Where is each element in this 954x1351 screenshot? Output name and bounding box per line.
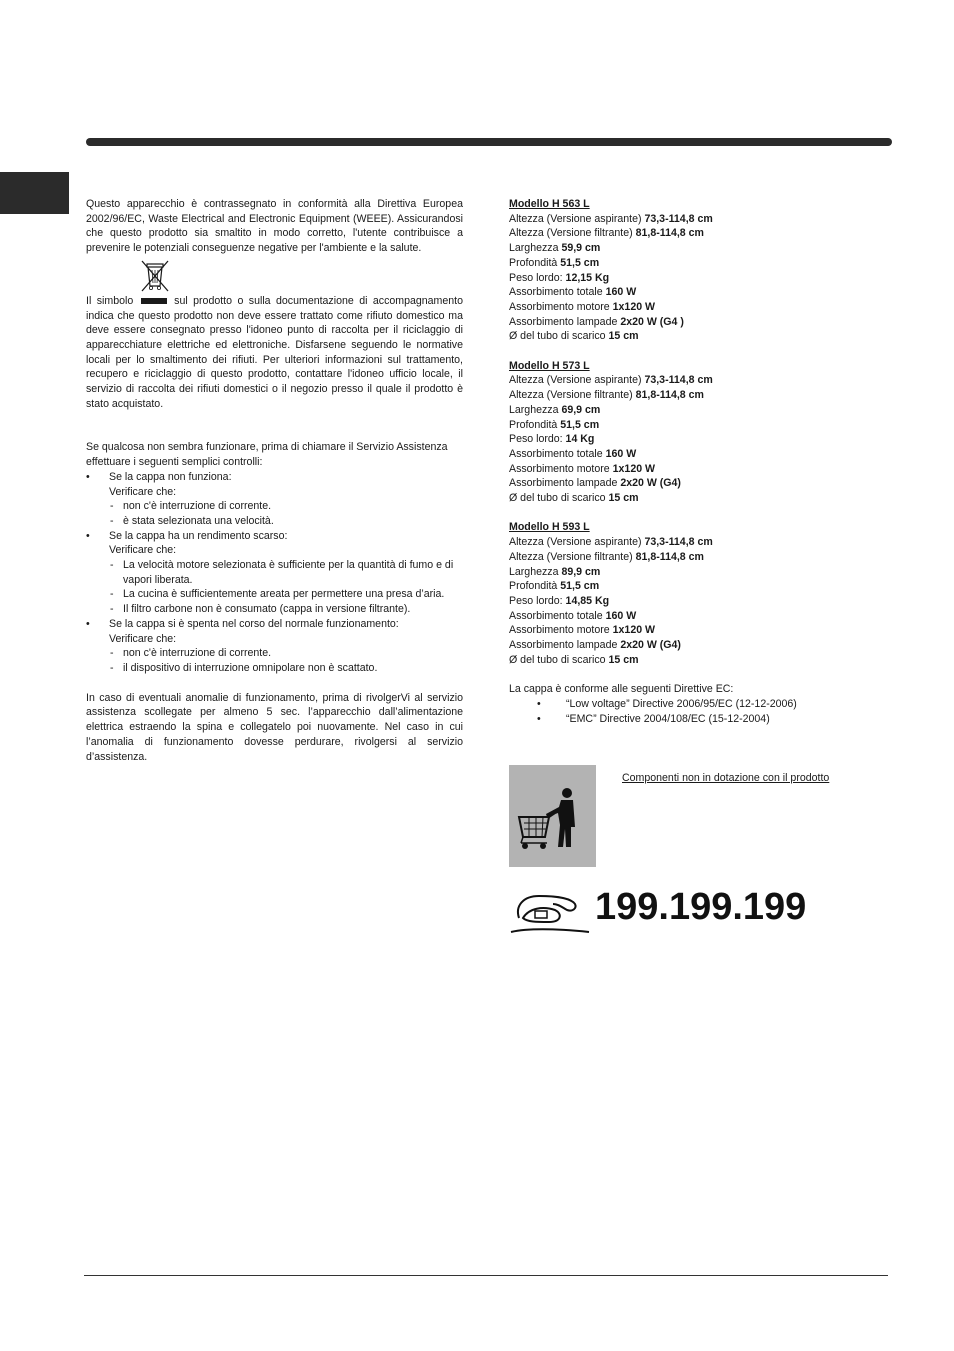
service-phone [509, 884, 839, 934]
model-h573l [509, 359, 839, 506]
spec-row: Assorbimento totale 160 W [509, 609, 637, 622]
troubleshoot-checks [86, 470, 463, 676]
spec-row: Assorbimento motore 1x120 W [509, 300, 656, 313]
check-item [86, 617, 463, 676]
solid-bar-symbol [141, 298, 167, 304]
spec-row: Assorbimento lampade 2x20 W (G4) [509, 477, 681, 490]
check-sublist [109, 646, 463, 675]
spec-row: Larghezza 69,9 cm [509, 403, 601, 416]
weee-intro: Questo apparecchio è contrassegnato in conformità alla Direttiva Europea 2002/96/EC, Waste Electrical and Electronic Equipment (WEEE). Assicurandosi che questo prodotto sia smaltito in modo corretto, l'utente contribuisce a prevenire le potenziali conseguenze negative per l'ambiente e la salute. [86, 198, 463, 255]
shopping-cart-person-icon [509, 765, 596, 867]
model-h593l [509, 520, 839, 667]
directives-list [509, 697, 839, 726]
check-sublist [109, 499, 463, 528]
left-column [86, 197, 463, 764]
check-title: Se la cappa ha un rendimento scarso: [109, 529, 288, 542]
spec-row: Altezza (Versione aspirante) 73,3-114,8 cm [509, 212, 713, 225]
bullet-icon: • [86, 470, 90, 483]
weee-symbol-text: sul prodotto o sulla documentazione di accompagnamento indica che questo prodotto non deve essere trattato come rifiuto domestico ma deve essere consegnato presso l'idoneo punto di raccolta per il riciclaggio di apparecchiature elettriche ed elettroniche. Disfarsene seguendo le normative locali per lo smaltimento dei rifiuti. Per ulteriori informazioni sul trattamento, recupero e riciclaggio di questo prodotto, contattare l'idoneo ufficio locale, il servizio di raccolta dei rifiuti domestici o il negozio presso il quale il prodotto è stato acquistato. [86, 294, 463, 410]
model-title: Modello H 593 L [509, 521, 590, 534]
spec-row: Profondità 51,5 cm [509, 418, 600, 431]
spec-row: Larghezza 89,9 cm [509, 565, 601, 578]
spec-row: Altezza (Versione aspirante) 73,3-114,8 cm [509, 536, 713, 549]
accessories-caption: Componenti non in dotazione con il prodotto [622, 772, 830, 784]
model-title: Modello H 573 L [509, 359, 590, 372]
spec-row: Assorbimento lampade 2x20 W (G4) [509, 639, 681, 652]
bullet-icon: • [537, 712, 541, 725]
check-subitem: - non c'è interruzione di corrente. [109, 646, 463, 661]
check-item [86, 470, 463, 529]
model-h563l [509, 197, 839, 344]
check-verify: Verificare che: [109, 485, 177, 498]
spec-row: Larghezza 59,9 cm [509, 242, 601, 255]
check-sublist [109, 558, 463, 617]
check-subitem: - non c'è interruzione di corrente. [109, 499, 463, 514]
spec-row: Profondità 51,5 cm [509, 256, 600, 269]
bullet-icon: • [86, 617, 90, 630]
bullet-icon: • [86, 529, 90, 542]
check-subitem: - La velocità motore selezionata è sufficiente per la quantità di fumo e di vapori liberata. [109, 558, 463, 587]
spec-row: Altezza (Versione aspirante) 73,3-114,8 cm [509, 374, 713, 387]
bullet-icon: • [537, 697, 541, 710]
spec-row: Peso lordo: 14 Kg [509, 433, 595, 446]
check-title: Se la cappa non funziona: [109, 470, 232, 483]
directives-intro: La cappa è conforme alle seguenti Direttive EC: [509, 683, 734, 696]
troubleshoot-intro: Se qualcosa non sembra funzionare, prima di chiamare il Servizio Assistenza effettuare i seguenti semplici controlli: [86, 441, 448, 469]
model-title: Modello H 563 L [509, 198, 590, 210]
check-item [86, 529, 463, 617]
footer-rule [84, 1275, 888, 1276]
right-column [509, 197, 839, 726]
check-verify: Verificare che: [109, 632, 177, 645]
weee-symbol-paragraph [86, 294, 463, 412]
directive-item: • “EMC” Directive 2004/108/EC (15-12-2004) [537, 712, 770, 725]
spec-row: Profondità 51,5 cm [509, 580, 600, 593]
language-tab [0, 172, 69, 214]
check-subitem: - il dispositivo di interruzione omnipolare non è scattato. [109, 661, 463, 676]
spec-row: Assorbimento totale 160 W [509, 447, 637, 460]
check-subitem: - è stata selezionata una velocità. [109, 514, 463, 529]
telephone-icon [509, 888, 591, 934]
check-subitem: - La cucina è sufficientemente areata per permettere una presa d’aria. [109, 587, 463, 602]
header-bar [86, 138, 892, 146]
spec-row: Ø del tubo di scarico 15 cm [509, 330, 639, 343]
spec-row: Altezza (Versione filtrante) 81,8-114,8 cm [509, 227, 704, 240]
directive-item: • “Low voltage” Directive 2006/95/EC (12-12-2006) [537, 697, 797, 710]
spec-row: Assorbimento motore 1x120 W [509, 462, 656, 475]
spec-row: Peso lordo: 14,85 Kg [509, 594, 610, 607]
anomaly-paragraph: In caso di eventuali anomalie di funzionamento, prima di rivolgerVi al servizio assistenza scollegate per almeno 5 sec. l’apparecchio dall’alimentazione elettrica estraendo la spina e collegatelo poi nuovamente. Nel caso in cui l’anomalia di funzionamento dovesse perdurare, rivolgersi al servizio d’assistenza. [86, 691, 463, 763]
check-subitem: - Il filtro carbone non è consumato (cappa in versione filtrante). [109, 602, 463, 617]
weee-symbol-prefix: Il simbolo [86, 294, 134, 307]
spec-row: Assorbimento motore 1x120 W [509, 624, 656, 637]
spec-row: Assorbimento totale 160 W [509, 286, 637, 299]
phone-number: 199.199.199 [595, 886, 807, 928]
check-verify: Verificare che: [109, 544, 177, 557]
spec-row: Altezza (Versione filtrante) 81,8-114,8 cm [509, 389, 704, 402]
spec-row: Ø del tubo di scarico 15 cm [509, 492, 639, 505]
spec-row: Ø del tubo di scarico 15 cm [509, 653, 639, 666]
spec-row: Assorbimento lampade 2x20 W (G4 ) [509, 315, 684, 328]
check-title: Se la cappa si è spenta nel corso del normale funzionamento: [109, 617, 399, 630]
spec-row: Altezza (Versione filtrante) 81,8-114,8 cm [509, 550, 704, 563]
crossed-bin-icon [138, 258, 172, 294]
spec-row: Peso lordo: 12,15 Kg [509, 271, 610, 284]
